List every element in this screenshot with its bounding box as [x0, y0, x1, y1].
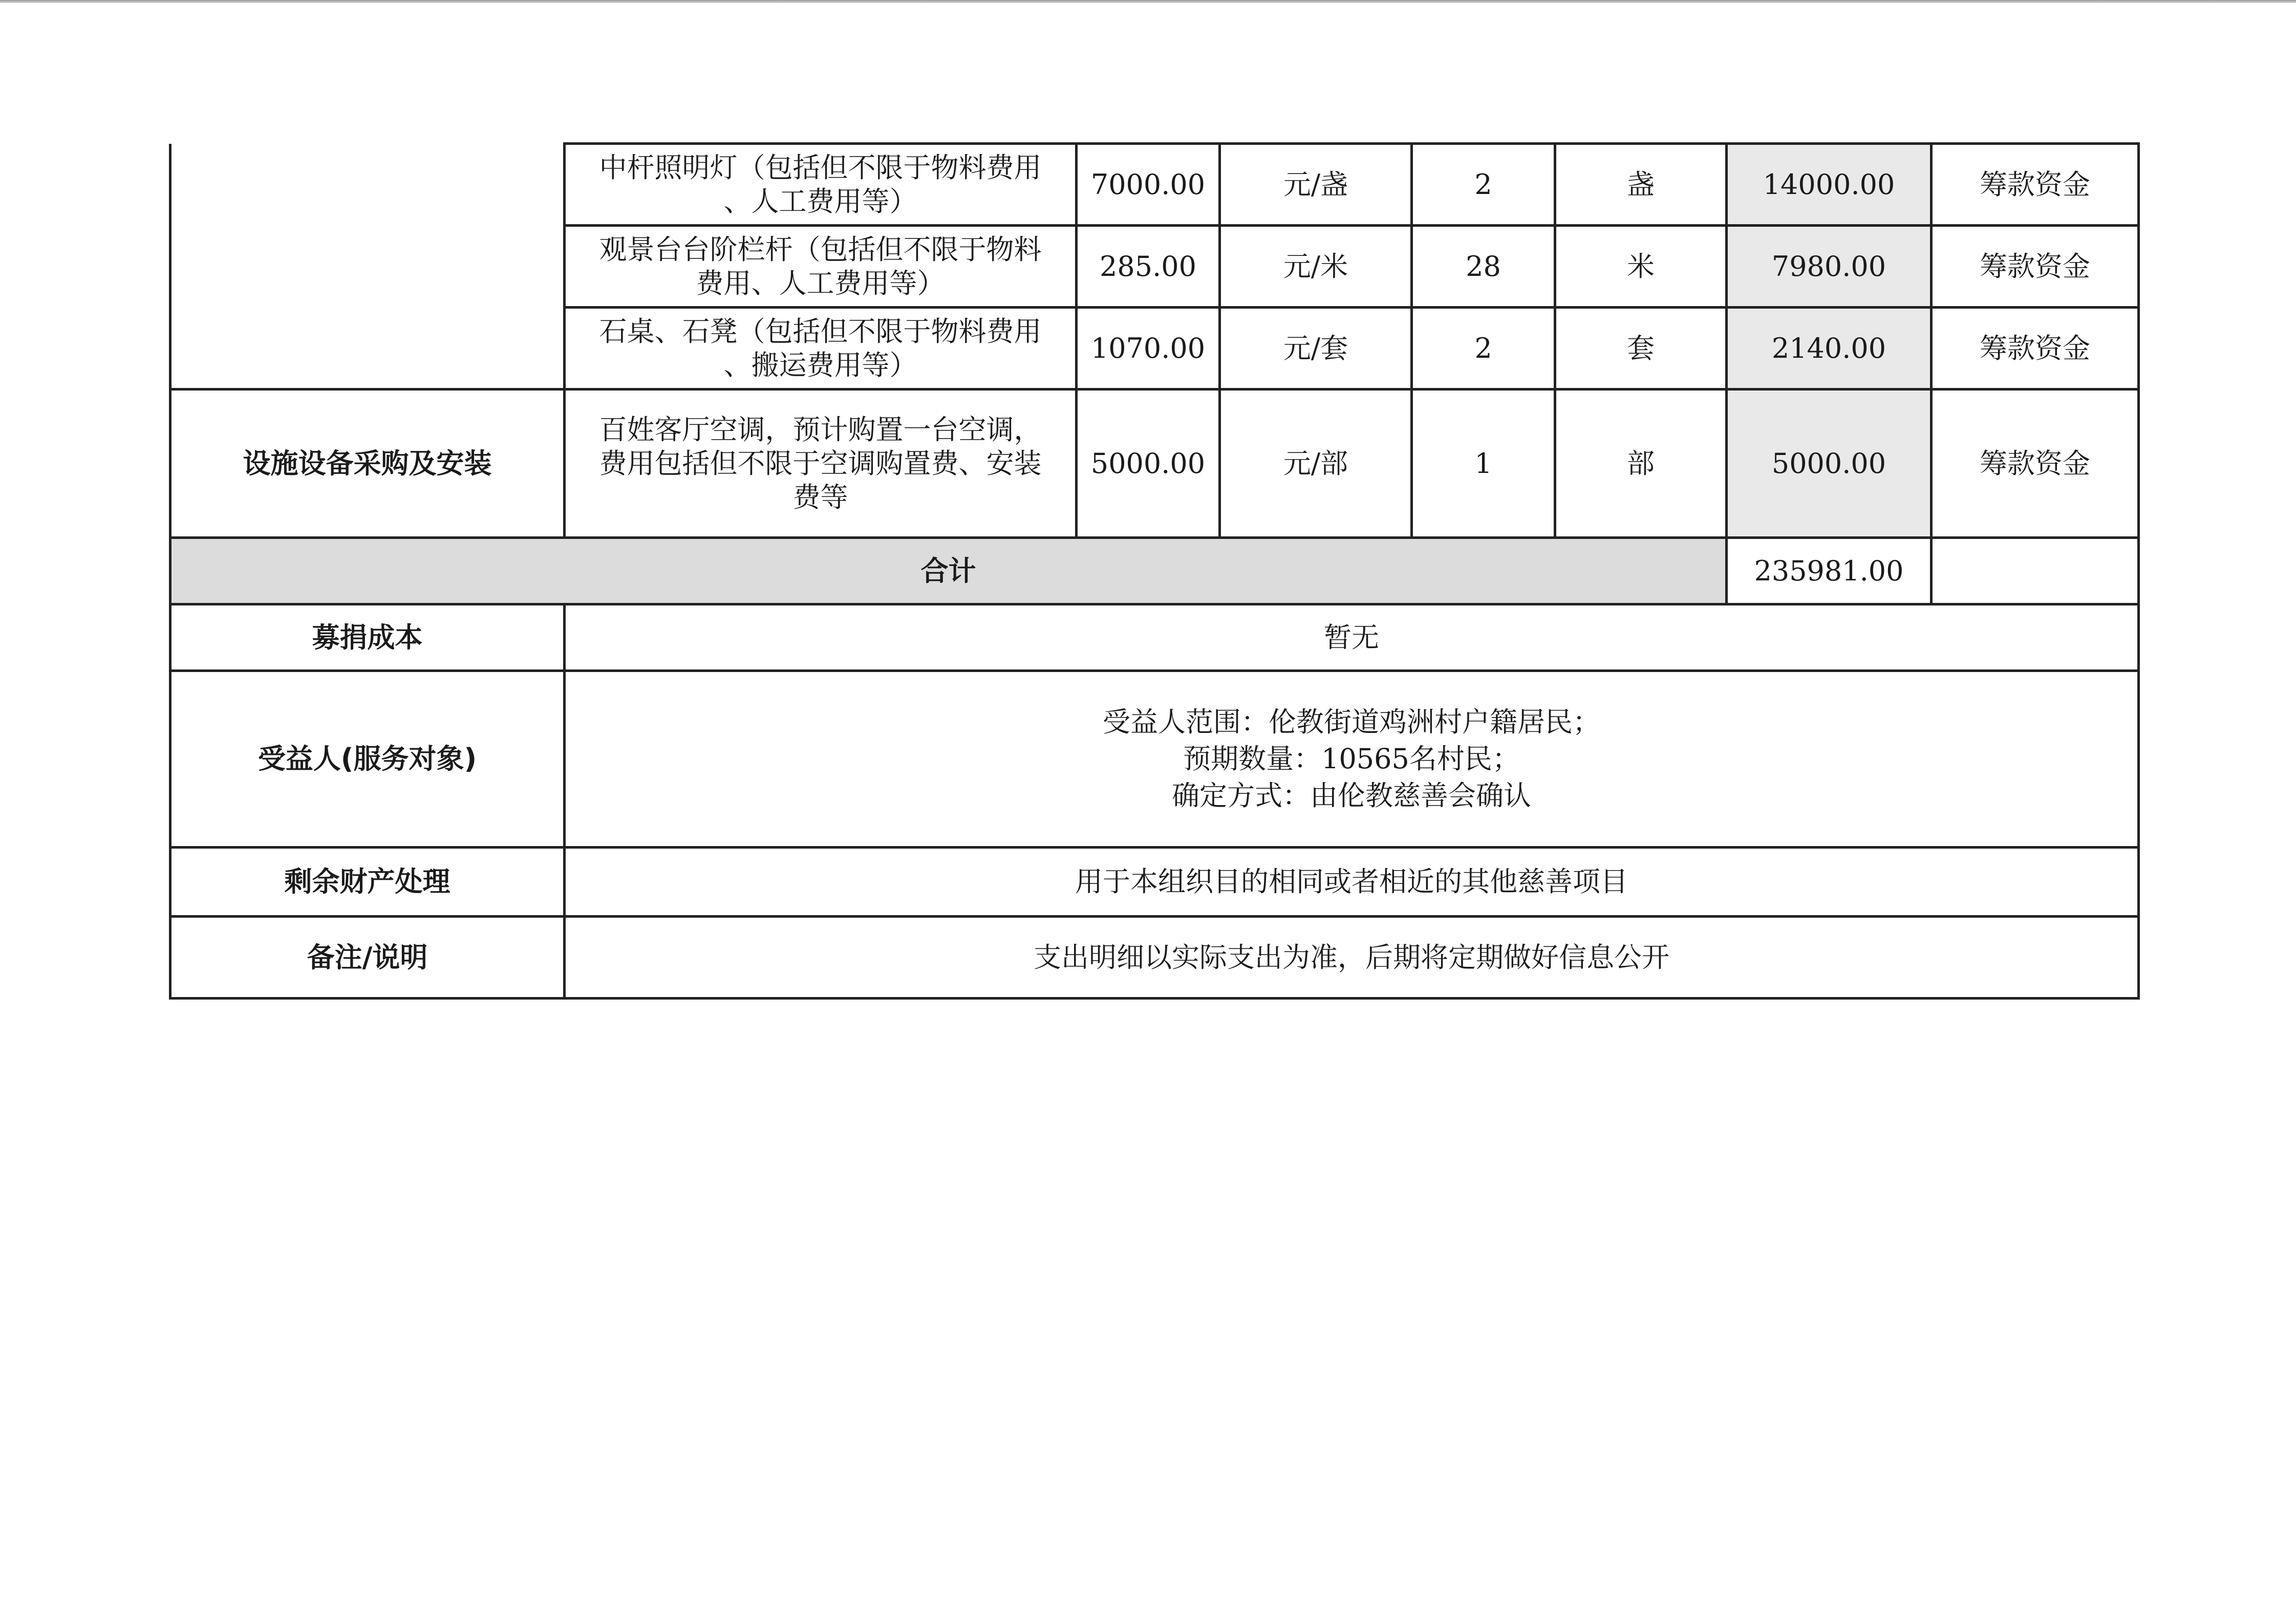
- table-row: [170, 389, 2139, 538]
- beneficiaries-value: 受益人范围：伦教街道鸡洲村户籍居民； 预期数量：10565名村民； 确定方式：由伦教慈善会确认: [565, 671, 2139, 848]
- scan-edge-line: [0, 0, 2296, 3]
- item-description: 观景台台阶栏杆（包括但不限于物料 费用、人工费用等）: [565, 226, 1077, 308]
- item-price: 5000.00: [1077, 389, 1220, 538]
- fundraising-cost-label: 募捐成本: [170, 604, 565, 671]
- item-amount: 5000.00: [1727, 389, 1932, 538]
- item-price: 1070.00: [1077, 308, 1220, 389]
- budget-table: [169, 142, 2140, 1000]
- fundraising-cost-value: 暂无: [565, 604, 2139, 671]
- table-row: [170, 144, 2139, 226]
- item-description: 石桌、石凳（包括但不限于物料费用 、搬运费用等）: [565, 308, 1077, 389]
- total-empty-cell: [1932, 538, 2139, 604]
- item-unit-price: 元/套: [1220, 308, 1412, 389]
- item-amount: 14000.00: [1727, 144, 1932, 226]
- item-description: 百姓客厅空调，预计购置一台空调， 费用包括但不限于空调购置费、安装 费等: [565, 389, 1077, 538]
- table-row: [170, 671, 2139, 848]
- item-unit: 盏: [1555, 144, 1727, 226]
- item-unit-price: 元/盏: [1220, 144, 1412, 226]
- item-amount: 2140.00: [1727, 308, 1932, 389]
- remaining-property-label: 剩余财产处理: [170, 848, 565, 917]
- item-fund-source: 筹款资金: [1932, 144, 2139, 226]
- item-unit: 部: [1555, 389, 1727, 538]
- table-row: [170, 917, 2139, 999]
- item-unit-price: 元/部: [1220, 389, 1412, 538]
- item-fund-source: 筹款资金: [1932, 226, 2139, 308]
- item-price: 285.00: [1077, 226, 1220, 308]
- item-quantity: 2: [1412, 144, 1555, 226]
- notes-label: 备注/说明: [170, 917, 565, 999]
- item-unit: 套: [1555, 308, 1727, 389]
- item-fund-source: 筹款资金: [1932, 389, 2139, 538]
- item-unit-price: 元/米: [1220, 226, 1412, 308]
- remaining-property-value: 用于本组织目的相同或者相近的其他慈善项目: [565, 848, 2139, 917]
- total-amount: 235981.00: [1727, 538, 1932, 604]
- table-row: [170, 848, 2139, 917]
- total-row: [170, 538, 2139, 604]
- notes-value: 支出明细以实际支出为准，后期将定期做好信息公开: [565, 917, 2139, 999]
- item-fund-source: 筹款资金: [1932, 308, 2139, 389]
- item-quantity: 28: [1412, 226, 1555, 308]
- item-unit: 米: [1555, 226, 1727, 308]
- total-label: 合计: [170, 538, 1727, 604]
- category-cell-continued: [170, 144, 565, 389]
- item-quantity: 2: [1412, 308, 1555, 389]
- item-description: 中杆照明灯（包括但不限于物料费用 、人工费用等）: [565, 144, 1077, 226]
- category-label: 设施设备采购及安装: [170, 389, 565, 538]
- table-row: [170, 604, 2139, 671]
- beneficiaries-label: 受益人(服务对象): [170, 671, 565, 848]
- item-quantity: 1: [1412, 389, 1555, 538]
- item-price: 7000.00: [1077, 144, 1220, 226]
- item-amount: 7980.00: [1727, 226, 1932, 308]
